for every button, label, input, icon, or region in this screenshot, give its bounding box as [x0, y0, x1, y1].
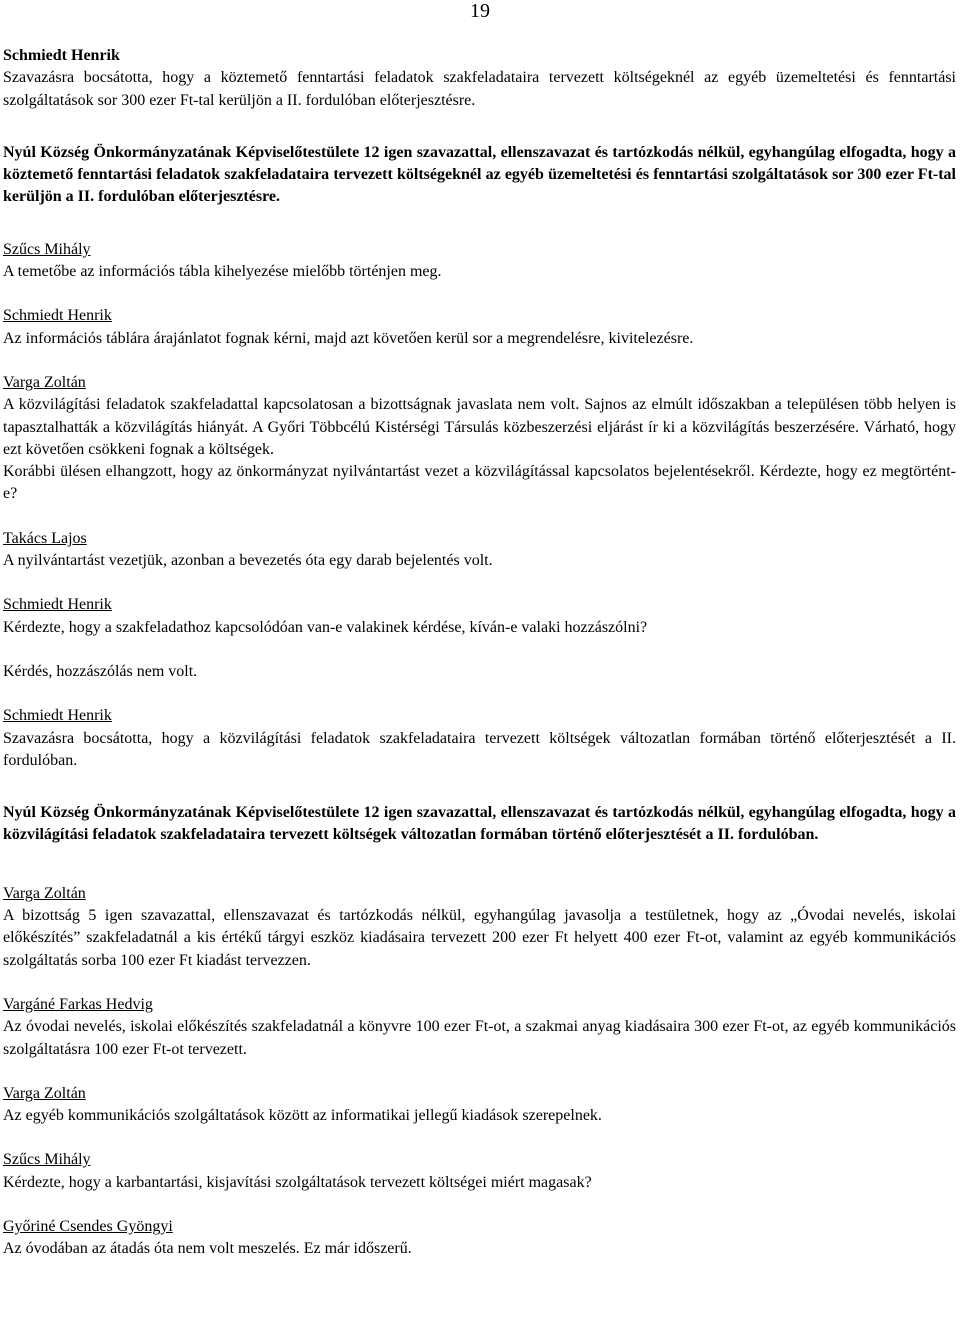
speaker-name: Szűcs Mihály — [3, 1151, 91, 1169]
statement-block — [3, 45, 956, 112]
speaker-name: Schmiedt Henrik — [3, 307, 112, 325]
speaker-name: Győriné Csendes Gyöngyi — [3, 1217, 173, 1235]
statement-block — [3, 528, 956, 573]
speaker-name: Vargáné Farkas Hedvig — [3, 995, 153, 1013]
statement-block — [3, 594, 956, 639]
statement-text: A bizottság 5 igen szavazattal, ellenszavazat és tartózkodás nélkül, egyhangúlag javasolja a testületnek, hogy az „Óvodai nevelés, iskolai előkészítés” szakfeladatnál a kis értékű tárgyi eszköz kiadásaira tervezett 200 ezer Ft helyett 400 ezer Ft-ot, valamint az egyéb kommunikációs szolgáltatás sorba 100 ezer Ft kiadást tervezzen. — [3, 907, 956, 969]
speaker-name: Schmiedt Henrik — [3, 707, 112, 725]
statement-text: Kérdezte, hogy a karbantartási, kisjavítási szolgáltatások tervezett költségei miért magasak? — [3, 1173, 592, 1191]
resolution-text: Nyúl Község Önkormányzatának Képviselőtestülete 12 igen szavazattal, ellenszavazat és tartózkodás nélkül, egyhangúlag elfogadta, hogy a köztemető fenntartási feladatok szakfeladataira tervezett költségeknél az egyéb üzemeltetési és fenntartási szolgáltatások sor 300 ezer Ft-tal kerüljön a II. fordulóban előterjesztésre. — [3, 143, 956, 206]
statement-block — [3, 1083, 956, 1128]
statement-block — [3, 372, 956, 506]
statement-block — [3, 883, 956, 972]
speaker-name: Takács Lajos — [3, 529, 87, 547]
speaker-name: Schmiedt Henrik — [3, 596, 112, 614]
speaker-name: Szűcs Mihály — [3, 240, 91, 258]
statement-block — [3, 1149, 956, 1194]
statement-block — [3, 1216, 956, 1261]
statement-text: Szavazásra bocsátotta, hogy a köztemető fenntartási feladatok szakfeladataira tervezett költségeknél az egyéb üzemeltetési és fenntartási szolgáltatások sor 300 ezer Ft-tal kerüljön a II. fordulóban előterjesztésre. — [3, 69, 956, 109]
statement-block — [3, 994, 956, 1061]
statement-text: Kérdezte, hogy a szakfeladathoz kapcsolódóan van-e valakinek kérdése, kíván-e valaki hozzászólni? — [3, 618, 648, 636]
note-block — [3, 661, 956, 683]
statement-text: Az óvodai nevelés, iskolai előkészítés szakfeladatnál a könyvre 100 ezer Ft-ot, a szakmai anyag kiadásaira 300 ezer Ft-ot, az egyéb kommunikációs szolgáltatásra 100 ezer Ft-ot tervezett. — [3, 1018, 956, 1058]
statement-text: Szavazásra bocsátotta, hogy a közvilágítási feladatok szakfeladataira tervezett költségek változatlan formában történő előterjesztését a II. fordulóban. — [3, 729, 956, 769]
speaker-name: Schmiedt Henrik — [3, 47, 120, 64]
statement-text: Az egyéb kommunikációs szolgáltatások között az informatikai jellegű kiadások szerepelnek. — [3, 1107, 602, 1125]
resolution-text: Nyúl Község Önkormányzatának Képviselőtestülete 12 igen szavazattal, ellenszavazat és tartózkodás nélkül, egyhangúlag elfogadta, hogy a közvilágítási feladatok szakfeladataira tervezett költségek változatlan formában történő előterjesztését a II. fordulóban. — [3, 804, 956, 844]
statement-text: Az információs táblára árajánlatot fognak kérni, majd azt követően kerül sor a megrendelésre, kivitelezésre. — [3, 329, 694, 347]
statement-block — [3, 705, 956, 772]
statement-block — [3, 305, 956, 350]
note-text: Kérdés, hozzászólás nem volt. — [3, 662, 198, 680]
statement-text: Az óvodában az átadás óta nem volt meszelés. Ez már időszerű. — [3, 1240, 412, 1258]
speaker-name: Varga Zoltán — [3, 1084, 86, 1102]
document-body — [3, 45, 956, 1261]
statement-text: A közvilágítási feladatok szakfeladattal kapcsolatosan a bizottságnak javaslata nem volt. Sajnos az elmúlt időszakban a településen több helyen is tapasztalhatták a közvilágítás hiányát. A Győri Többcélú Kistérségi Társulás közbeszerzési eljárást ír ki a közvilágítás beszerzésére. Várható, hogy ezt követően csökkeni fognak a költségek. — [3, 396, 956, 458]
statement-block — [3, 239, 956, 284]
statement-text: A temetőbe az információs tábla kihelyezése mielőbb történjen meg. — [3, 263, 442, 281]
speaker-name: Varga Zoltán — [3, 373, 86, 391]
speaker-name: Varga Zoltán — [3, 884, 86, 902]
statement-text: Korábbi ülésen elhangzott, hogy az önkormányzat nyilvántartást vezet a közvilágítással kapcsolatos bejelentésekről. Kérdezte, hogy ez megtörtént-e? — [3, 463, 956, 503]
statement-text: A nyilvántartást vezetjük, azonban a bevezetés óta egy darab bejelentés volt. — [3, 552, 493, 570]
resolution-block — [3, 802, 956, 847]
page-number: 19 — [470, 0, 490, 22]
resolution-block — [3, 142, 956, 209]
